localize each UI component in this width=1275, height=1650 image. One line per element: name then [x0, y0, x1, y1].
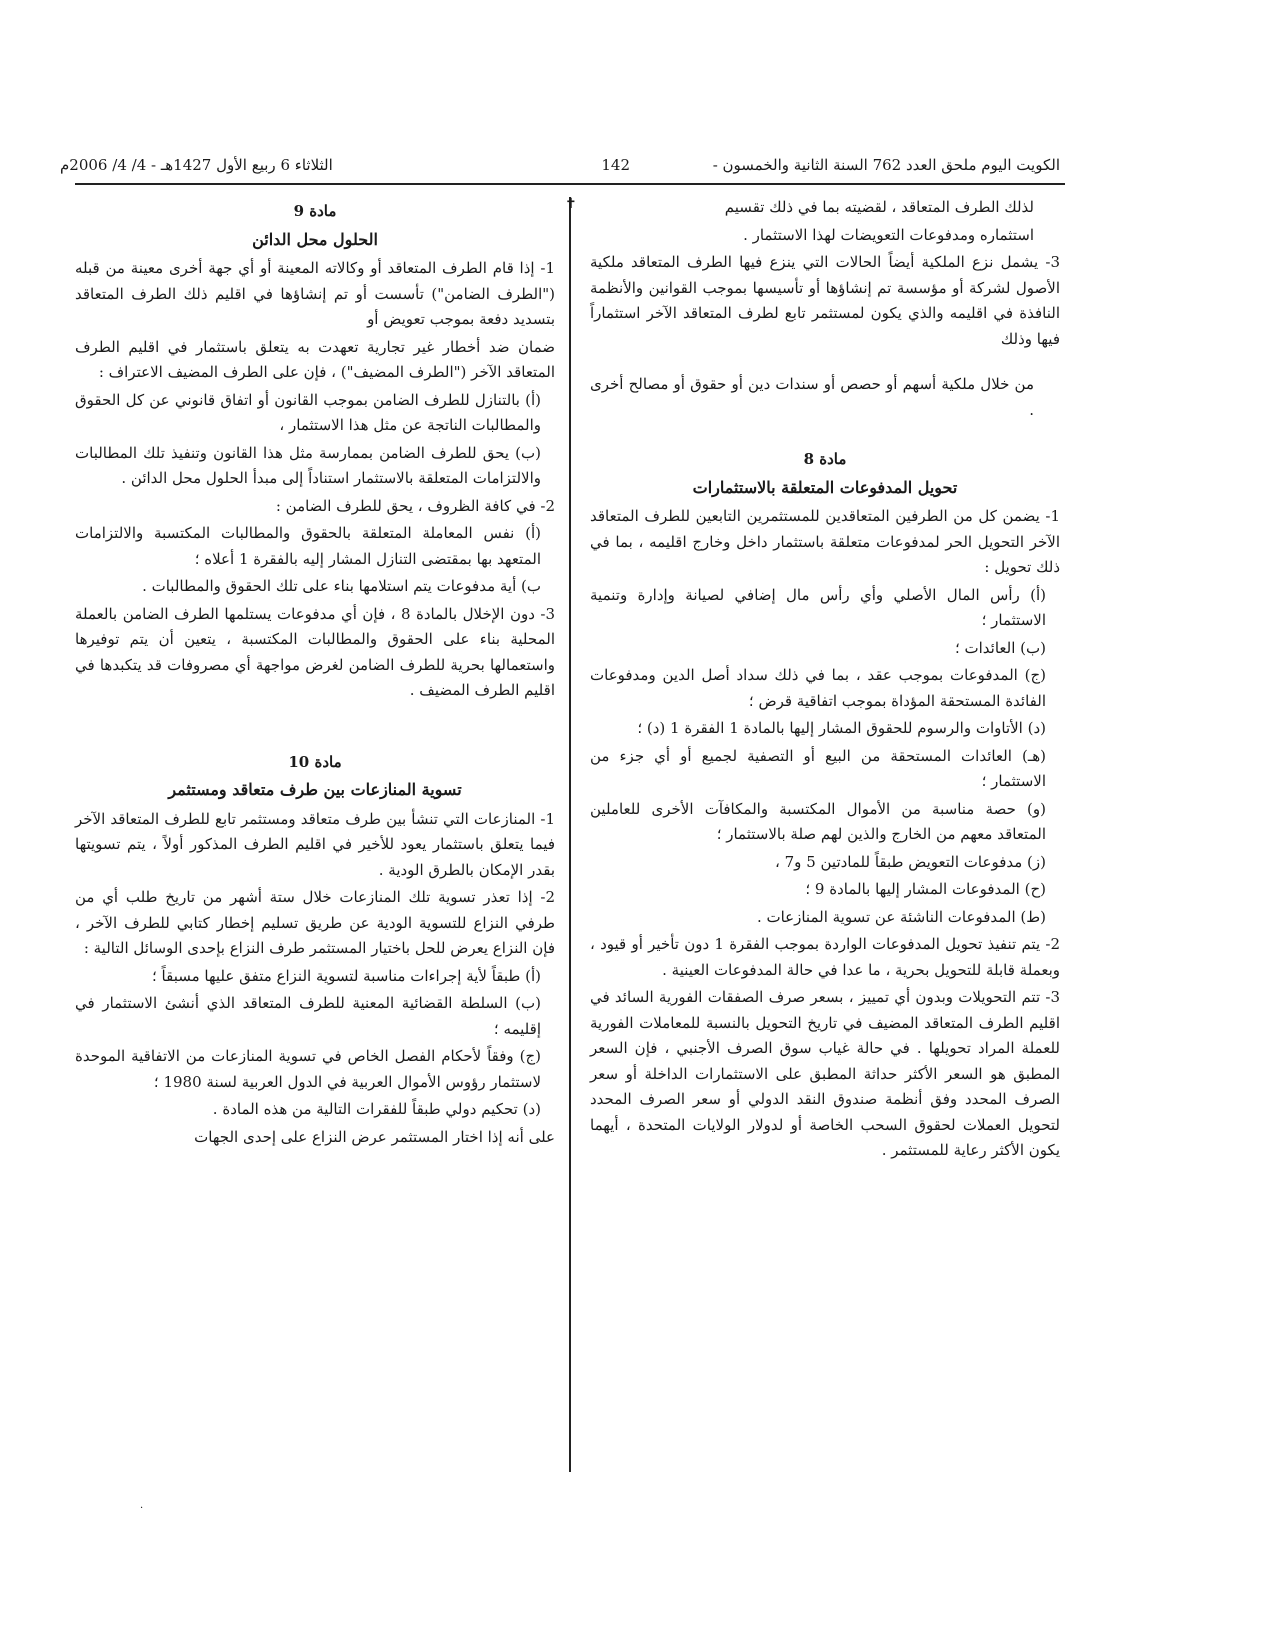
article-9-item: ب) أية مدفوعات يتم استلامها بناء على تلك الحقوق والمطالبات . — [142, 577, 541, 595]
article-10-item: (ب) السلطة القضائية المعنية للطرف المتعاقد الذي أنشئ الاستثمار في إقليمه ؛ — [75, 994, 541, 1038]
article-9-para-3: 3- دون الإخلال بالمادة 8 ، فإن أي مدفوعات يستلمها الطرف الضامن بالعملة المحلية بناء على الحقوق والمطالبات المكتسبة ، يتعين أن يتم توفيرها واستعمالها بحرية للطرف الضامن لغرض مواجهة أي مصروفات قد يتكبدها في اقليم الطرف المضيف . — [75, 604, 555, 699]
article-8-para-3: 3- تتم التحويلات وبدون أي تمييز ، بسعر صرف الصفقات الفورية السائد في اقليم الطرف المتعاقد المضيف في تاريخ التحويل بالنسبة للمعاملات الفورية للعملة المراد تحويلها . في حالة غياب سوق الصرف الأجنبي ، فإن السعر المطبق هو السعر الأكثر حداثة المطبق على الاستثمارات الداخلة أو سعر الصرف المحدد وفق أنظمة صندوق النقد الدولي أو سعر الصرف المحدد لتحويل العملات لحقوق السحب الخاصة أو لدولار الولايات المتحدة ، أيهما يكون الأكثر رعاية للمستثمر . — [590, 988, 1060, 1159]
scan-speck: · — [140, 1503, 144, 1514]
continuation-line: استثماره ومدفوعات التعويضات لهذا الاستثمار . — [743, 225, 1034, 244]
article-8-item: (أ) رأس المال الأصلي وأي رأس مال إضافي لصيانة وإدارة وتنمية الاستثمار ؛ — [590, 585, 1046, 629]
article-8-item: (ز) مدفوعات التعويض طبقاً للمادتين 5 و7 ، — [775, 852, 1046, 871]
article-9-para-2: 2- في كافة الظروف ، يحق للطرف الضامن : — [275, 496, 555, 515]
article-8-number: مادة 8 — [803, 450, 847, 468]
page-header — [60, 152, 1060, 184]
right-column — [590, 195, 1060, 1166]
article-8-item: (ط) المدفوعات الناشئة عن تسوية المنازعات . — [756, 907, 1046, 926]
article-10-item: (د) تحكيم دولي طبقاً للفقرات التالية من هذه المادة . — [212, 1100, 541, 1118]
spacer — [590, 354, 1060, 372]
article-10-tail: على أنه إذا اختار المستثمر عرض النزاع على إحدى الجهات — [194, 1127, 555, 1146]
article-8-item: (د) الأتاوات والرسوم للحقوق المشار إليها بالمادة 1 الفقرة 1 (د) ؛ — [637, 719, 1046, 737]
column-divider — [569, 197, 571, 1472]
article-10-number: مادة 10 — [288, 752, 342, 771]
article-10-para-1: 1- المنازعات التي تنشأ بين طرف متعاقد ومستثمر تابع للطرف المتعاقد الآخر فيما يتعلق باستثمار يعود للأخير في اقليم الطرف المذكور أولاً ، يتم تسويتها بقدر الإمكان بالطرق الودية . — [75, 809, 555, 879]
article-9-para-1b: ضمان ضد أخطار غير تجارية تعهدت به يتعلق باستثمار في اقليم الطرف المتعاقد الآخر ("الطرف المضيف") ، فإن على الطرف المضيف الاعتراف : — [75, 337, 555, 381]
issue-date: الثلاثاء 6 ربيع الأول 1427هـ - 4/ 4/ 2006م — [60, 156, 333, 174]
article-7-item-3: 3- يشمل نزع الملكية أيضاً الحالات التي ينزع فيها الطرف المتعاقد ملكية الأصول لشركة أو مؤسسة تم إنشاؤها أو تأسيسها بموجب القوانين والأنظمة النافذة في اقليمه والذي يكون لمستثمر تابع لطرف المتعاقد الآخر استثماراً فيها وذلك — [590, 253, 1060, 348]
article-8-item: (هـ) العائدات المستحقة من البيع أو التصفية لجميع أو أي جزء من الاستثمار ؛ — [590, 746, 1046, 790]
header-rule — [75, 183, 1065, 185]
article-8-para-2: 2- يتم تنفيذ تحويل المدفوعات الواردة بموجب الفقرة 1 دون تأخير أو قيود ، وبعملة قابلة للتحويل بحرية ، ما عدا في حالة المدفوعات العينية . — [590, 935, 1060, 979]
spacer — [75, 706, 555, 746]
article-7-item-3-cont: من خلال ملكية أسهم أو حصص أو سندات دين أو حقوق أو مصالح أخرى . — [590, 375, 1034, 419]
left-column — [75, 195, 555, 1152]
article-9-title: الحلول محل الدائن — [252, 229, 378, 249]
gazette-title: الكويت اليوم ملحق العدد 762 السنة الثانية والخمسون - — [712, 156, 1060, 174]
divider-cross-mark: ✝ — [565, 196, 577, 212]
article-8-item: (ح) المدفوعات المشار إليها بالمادة 9 ؛ — [805, 880, 1046, 898]
article-9-item: (ب) يحق للطرف الضامن بممارسة مثل هذا القانون وتنفيذ تلك المطالبات والالتزامات المتعلقة بالاستثمار استناداً إلى مبدأ الحلول محل الدائن . — [75, 443, 541, 487]
article-9-item: (أ) نفس المعاملة المتعلقة بالحقوق والمطالبات المكتسبة والالتزامات المتعهد بها بمقتضى التنازل المشار إليه بالفقرة 1 أعلاه ؛ — [75, 524, 541, 568]
spacer — [590, 425, 1060, 443]
article-10-para-2: 2- إذا تعذر تسوية تلك المنازعات خلال ستة أشهر من تاريخ طلب أي من طرفي النزاع للتسوية الودية عن طريق تسليم إخطار كتابي للطرف الآخر ، فإن النزاع يعرض للحل باختيار المستثمر طرف النزاع بإحدى الوسائل التالية : — [75, 888, 555, 957]
page-number: 142 — [601, 156, 630, 174]
article-9-para-1a: 1- إذا قام الطرف المتعاقد أو وكالاته المعينة أو أي جهة أخرى معينة من قبله ("الطرف الضامن") تأسست أو تم إنشاؤها في اقليم ذلك الطرف المتعاقد بتسديد دفعة بموجب تعويض أو — [75, 259, 555, 328]
article-9-item: (أ) بالتنازل للطرف الضامن بموجب القانون أو اتفاق قانوني عن كل الحقوق والمطالبات الناتجة عن مثل هذا الاستثمار ، — [75, 390, 541, 434]
article-8-item: (ب) العائدات ؛ — [954, 638, 1046, 657]
article-10-item: (ج) وفقاً لأحكام الفصل الخاص في تسوية المنازعات من الاتفاقية الموحدة لاستثمار رؤوس الأموال العربية في الدول العربية لسنة 1980 ؛ — [75, 1047, 541, 1091]
article-8-title: تحويل المدفوعات المتعلقة بالاستثمارات — [692, 477, 958, 497]
article-10-title: تسوية المنازعات بين طرف متعاقد ومستثمر — [168, 780, 462, 799]
article-9-number: مادة 9 — [293, 202, 337, 220]
article-10-item: (أ) طبقاً لأية إجراءات مناسبة لتسوية النزاع متفق عليها مسبقاً ؛ — [152, 966, 541, 985]
article-8-item: (و) حصة مناسبة من الأموال المكتسبة والمكافآت الأخرى للعاملين المتعاقد معهم من الخارج والذين لهم صلة بالاستثمار ؛ — [590, 799, 1046, 843]
article-8-item: (ج) المدفوعات بموجب عقد ، بما في ذلك سداد أصل الدين ومدفوعات الفائدة المستحقة المؤداة بموجب اتفاقية قرض ؛ — [590, 666, 1046, 710]
article-8-para-1: 1- يضمن كل من الطرفين المتعاقدين للمستثمرين التابعين للطرف المتعاقد الآخر التحويل الحر لمدفوعات متعلقة باستثمار داخل وخارج اقليمه ، بما في ذلك تحويل : — [590, 507, 1060, 576]
continuation-line: لذلك الطرف المتعاقد ، لقضيته بما في ذلك تقسيم — [724, 198, 1034, 216]
